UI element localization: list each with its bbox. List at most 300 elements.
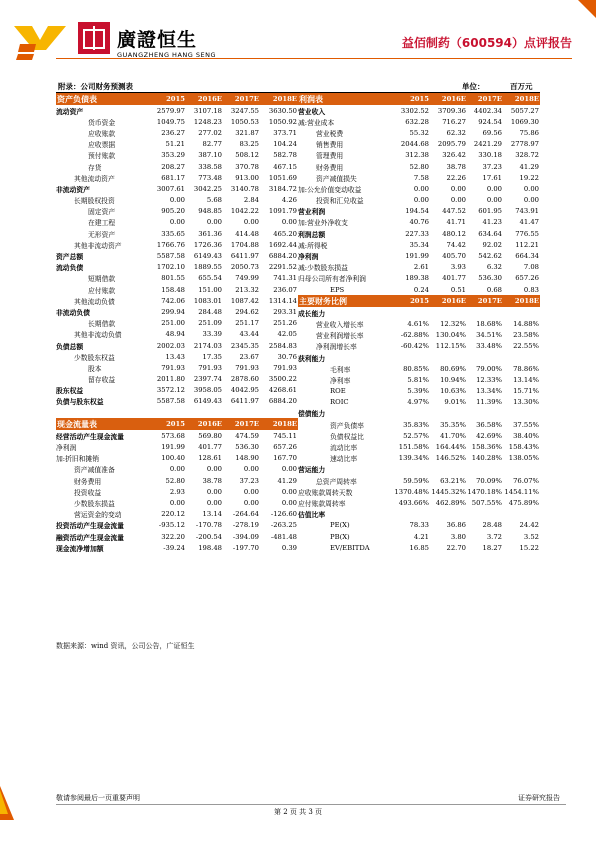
cell-value: -394.09 (232, 532, 259, 541)
cell-value: 1049.75 (156, 117, 185, 126)
cell-value: 2050.73 (230, 263, 259, 272)
seal-icon (78, 22, 110, 54)
row-label: 应收票据 (88, 141, 116, 150)
cell-value: 0.00 (206, 465, 222, 474)
cell-value: 12.33% (476, 375, 502, 384)
cell-value: 741.31 (273, 274, 297, 283)
cell-value: 10.94% (440, 375, 466, 384)
cell-value: 2.84 (243, 196, 259, 205)
cell-value: 0.51 (450, 285, 466, 294)
cell-value: 536.30 (478, 274, 502, 283)
cell-value: -278.19 (232, 521, 259, 530)
cell-value: 913.00 (235, 173, 259, 182)
cell-value: 138.05% (508, 454, 539, 463)
cell-value: 401.77 (198, 443, 222, 452)
cell-value: 35.83% (403, 420, 429, 429)
cell-value: 773.48 (198, 173, 222, 182)
cell-value: 0.00 (523, 196, 539, 205)
cell-value: 3007.61 (156, 184, 185, 193)
table-row (56, 273, 298, 284)
table-row (56, 497, 298, 508)
year-header: 2018E (272, 420, 297, 429)
cell-value: 5587.58 (156, 252, 185, 261)
cell-value: 3572.12 (156, 386, 185, 395)
cell-value: 743.91 (515, 207, 539, 216)
row-label: 减:营业成本 (298, 118, 335, 127)
cell-value: 0.00 (169, 498, 185, 507)
cell-value: 507.55% (471, 498, 502, 507)
row-label: 流动资产 (56, 107, 84, 116)
section-title: 资产负债表 (57, 93, 97, 104)
cell-value: 1445.32% (431, 487, 466, 496)
cell-value: 1248.23 (193, 117, 222, 126)
cell-value: 321.87 (235, 128, 259, 137)
cell-value: 13.14 (202, 510, 222, 519)
cell-value: 10.63% (440, 387, 466, 396)
table-row (56, 161, 298, 172)
cell-value: 100.40 (161, 454, 185, 463)
cell-value: 151.58% (398, 443, 429, 452)
cell-value: 2095.79 (437, 140, 466, 149)
row-label: 营业税费 (316, 129, 344, 138)
table-row (298, 497, 540, 508)
table-row (56, 407, 298, 418)
table-row (298, 105, 540, 116)
cell-value: 657.26 (273, 443, 297, 452)
cell-value: 151.00 (198, 285, 222, 294)
table-header-row (298, 295, 540, 307)
table-row (298, 262, 540, 273)
cell-value: 41.23 (482, 218, 502, 227)
row-label: 预付账款 (88, 152, 116, 161)
cell-value: 791.93 (198, 363, 222, 372)
cell-value: 5057.27 (510, 106, 539, 115)
cell-value: 16.85 (409, 543, 429, 552)
cell-value: 4402.34 (473, 106, 502, 115)
row-label: 销售费用 (316, 141, 344, 150)
unit-value: 百万元 (510, 82, 533, 91)
cell-value: 0.00 (281, 218, 297, 227)
year-header: 2018E (272, 95, 297, 103)
cell-value: 0.24 (413, 285, 429, 294)
row-label: 短期借款 (88, 275, 116, 284)
cell-value: 128.61 (198, 454, 222, 463)
cell-value: -62.88% (400, 331, 429, 340)
table-row (298, 183, 540, 194)
cell-value: 338.58 (198, 162, 222, 171)
table-row (298, 408, 540, 419)
cell-value: 2044.68 (400, 140, 429, 149)
company-logo-icon (14, 22, 66, 62)
cell-value: 1050.53 (230, 117, 259, 126)
cell-value: 23.67 (239, 352, 259, 361)
row-label: PB(X) (330, 532, 350, 541)
disclaimer-text: 敬请参阅最后一页重要声明 (56, 794, 140, 802)
table-row (56, 139, 298, 150)
cell-value: 467.15 (273, 162, 297, 171)
table-header-row (56, 93, 298, 105)
cell-value: 0.00 (281, 498, 297, 507)
table-row (298, 284, 540, 295)
table-row (56, 195, 298, 206)
cell-value: 5.68 (206, 196, 222, 205)
cell-value: 1314.14 (268, 296, 297, 305)
cell-value: 34.51% (476, 331, 502, 340)
table-row (56, 509, 298, 520)
cell-value: 41.29 (277, 476, 297, 485)
table-row (298, 250, 540, 261)
cell-value: 158.43% (508, 443, 539, 452)
year-header: 2015 (166, 95, 185, 103)
cell-value: 3630.50 (268, 106, 297, 115)
table-row (56, 295, 298, 306)
cell-value: 40.76 (409, 218, 429, 227)
section-title: 利润表 (299, 93, 323, 104)
cell-value: 508.12 (235, 151, 259, 160)
row-label: 减:所得税 (298, 241, 328, 250)
row-label: 非流动资产 (56, 185, 90, 194)
cell-value: 465.20 (273, 229, 297, 238)
cell-value: 18.27 (482, 543, 502, 552)
row-label: 投资收益 (74, 488, 102, 497)
row-label: 少数股东损益 (74, 499, 115, 508)
cell-value: 104.24 (273, 140, 297, 149)
cell-value: 2002.03 (156, 341, 185, 350)
cell-value: 79.00% (476, 364, 502, 373)
cell-value: 0.83 (523, 285, 539, 294)
cell-value: 2.93 (169, 487, 185, 496)
table-row (298, 397, 540, 408)
cell-value: -481.48 (270, 532, 297, 541)
table-row (298, 307, 540, 318)
table-row (56, 284, 298, 295)
cell-value: 3.72 (486, 532, 502, 541)
table-row (298, 318, 540, 329)
cell-value: 76.07% (513, 476, 539, 485)
cell-value: 655.54 (198, 274, 222, 283)
row-label: 净利润增长率 (316, 343, 357, 352)
cell-value: 75.86 (519, 128, 539, 137)
cell-value: 213.32 (235, 285, 259, 294)
year-header: 2016E (441, 95, 466, 103)
cell-value: 0.00 (206, 498, 222, 507)
cell-value: 0.00 (169, 196, 185, 205)
row-label: 长期股权投资 (74, 197, 115, 206)
cell-value: 13.14% (513, 375, 539, 384)
cell-value: 38.78 (202, 476, 222, 485)
cell-value: 2174.03 (193, 341, 222, 350)
table-row (298, 486, 540, 497)
cell-value: 15.71% (513, 387, 539, 396)
row-label: 资产负债率 (330, 421, 364, 430)
table-header-row (56, 418, 298, 430)
sheet-title: 附录：公司财务预测表 (58, 82, 133, 91)
cell-value: 2011.80 (156, 375, 185, 384)
table-row (298, 116, 540, 127)
table-row (298, 161, 540, 172)
cell-value: 14.88% (513, 319, 539, 328)
cell-value: -200.54 (195, 532, 222, 541)
cell-value: 0.00 (169, 218, 185, 227)
cell-value: 2.61 (413, 263, 429, 272)
table-row (56, 306, 298, 317)
cell-value: 19.22 (519, 173, 539, 182)
cell-value: 536.30 (235, 443, 259, 452)
table-row (56, 464, 298, 475)
cell-value: 0.00 (243, 498, 259, 507)
table-row (56, 542, 298, 553)
cell-value: 480.12 (442, 229, 466, 238)
cell-value: 17.35 (202, 352, 222, 361)
row-label: 估值比率 (298, 511, 326, 520)
table-row (56, 531, 298, 542)
cell-value: 69.56 (482, 128, 502, 137)
cell-value: 0.00 (450, 184, 466, 193)
row-label: EV/EBITDA (330, 543, 370, 552)
cell-value: 41.47 (519, 218, 539, 227)
cell-value: 92.02 (482, 240, 502, 249)
cell-value: 0.00 (413, 184, 429, 193)
row-label: 财务费用 (74, 477, 102, 486)
cell-value: 42.69% (476, 431, 502, 440)
cell-value: 6149.43 (193, 252, 222, 261)
row-label: 其他流动资产 (74, 174, 115, 183)
cell-value: 5.39% (407, 387, 429, 396)
cell-value: 312.38 (405, 151, 429, 160)
cell-value: 251.17 (235, 319, 259, 328)
cell-value: 2421.29 (473, 140, 502, 149)
cell-value: 251.00 (161, 319, 185, 328)
cell-value: 474.59 (235, 431, 259, 440)
cell-value: 2584.83 (268, 341, 297, 350)
year-header: 2015 (410, 297, 429, 306)
cell-value: 1692.44 (268, 240, 297, 249)
year-header: 2017E (234, 420, 259, 429)
cell-value: 80.85% (403, 364, 429, 373)
row-label: EPS (330, 285, 345, 294)
cell-value: 716.27 (442, 117, 466, 126)
row-label: 获利能力 (298, 354, 326, 363)
row-label: 投资和汇兑收益 (316, 197, 364, 206)
table-row (56, 441, 298, 452)
cell-value: 15.22 (519, 543, 539, 552)
cell-value: 59.59% (403, 476, 429, 485)
cell-value: 9.01% (444, 398, 466, 407)
table-row (298, 206, 540, 217)
cell-value: 83.25 (239, 140, 259, 149)
sheet-title-row (56, 80, 540, 93)
row-label: 应付账款 (88, 286, 116, 295)
row-label: 应收账款 (88, 129, 116, 138)
cell-value: 0.00 (450, 196, 466, 205)
table-row (56, 105, 298, 116)
cell-value: 801.55 (161, 274, 185, 283)
table-row (56, 150, 298, 161)
cell-value: 42.05 (277, 330, 297, 339)
cell-value: 11.39% (476, 398, 502, 407)
table-row (298, 464, 540, 475)
row-label: 留存收益 (88, 376, 116, 385)
row-label: 负债与股东权益 (56, 398, 104, 407)
row-label: 应付账款周转率 (298, 499, 346, 508)
cell-value: 4.21 (413, 532, 429, 541)
cell-value: 2397.74 (193, 375, 222, 384)
row-label: 经营活动产生现金流量 (56, 432, 124, 441)
table-row (298, 374, 540, 385)
row-label: 其他流动负债 (74, 297, 115, 306)
header-divider (56, 58, 572, 59)
cell-value: 0.00 (243, 487, 259, 496)
row-label: 长期借款 (88, 320, 116, 329)
cell-value: 299.94 (161, 307, 185, 316)
row-label: 成长能力 (298, 309, 326, 318)
cell-value: 542.62 (478, 252, 502, 261)
cell-value: 112.15% (435, 342, 466, 351)
cell-value: 742.06 (161, 296, 185, 305)
row-label: 存货 (88, 163, 102, 172)
row-label: 营运能力 (298, 466, 326, 475)
page-number: 第 2 页 共 3 页 (273, 808, 323, 816)
row-label: 流动比率 (330, 444, 358, 453)
row-label: 净利润 (56, 444, 77, 453)
cell-value: 294.62 (235, 307, 259, 316)
row-label: 在建工程 (88, 219, 116, 228)
row-label: 营运资金的变动 (74, 511, 122, 520)
cell-value: 326.42 (442, 151, 466, 160)
cell-value: 361.36 (198, 229, 222, 238)
row-label: ROIC (330, 398, 349, 407)
cell-value: 664.34 (515, 252, 539, 261)
cell-value: 80.69% (440, 364, 466, 373)
row-label: 其他非流动负债 (74, 331, 122, 340)
cell-value: 6149.43 (193, 397, 222, 406)
row-label: 少数股东权益 (74, 353, 115, 362)
cell-value: 924.54 (478, 117, 502, 126)
report-type: 证券研究报告 (518, 794, 560, 802)
brand-name: 廣證恒生 (117, 29, 198, 51)
cell-value: 3302.52 (400, 106, 429, 115)
cell-value: 130.04% (435, 331, 466, 340)
year-header: 2016E (441, 297, 466, 306)
cell-value: 22.70 (446, 543, 466, 552)
year-header: 2018E (514, 297, 539, 306)
table-row (56, 385, 298, 396)
row-label: 投资活动产生现金流量 (56, 522, 124, 531)
cell-value: 3.52 (523, 532, 539, 541)
table-row (298, 195, 540, 206)
cell-value: 167.70 (273, 454, 297, 463)
cell-value: 148.90 (235, 454, 259, 463)
cell-value: 30.76 (277, 352, 297, 361)
cell-value: 33.39 (202, 330, 222, 339)
cell-value: -39.24 (163, 543, 185, 552)
cell-value: 2345.35 (230, 341, 259, 350)
cell-value: 4042.95 (230, 386, 259, 395)
cell-value: 776.55 (515, 229, 539, 238)
year-header: 2015 (166, 420, 185, 429)
report-title: 益佰制药（600594）点评报告 (401, 36, 572, 50)
cell-value: 191.99 (405, 252, 429, 261)
table-row (298, 217, 540, 228)
cell-value: 0.00 (206, 218, 222, 227)
row-label: 财务费用 (316, 163, 344, 172)
cell-value: 6.32 (486, 263, 502, 272)
row-label: 股本 (88, 364, 102, 373)
cell-value: 70.09% (476, 476, 502, 485)
cell-value: 158.48 (161, 285, 185, 294)
row-label: 股东权益 (56, 387, 84, 396)
cell-value: 112.21 (515, 240, 539, 249)
cell-value: 462.89% (435, 498, 466, 507)
cell-value: 52.80 (165, 476, 185, 485)
table-row (298, 341, 540, 352)
cell-value: 41.70% (440, 431, 466, 440)
year-header: 2016E (197, 420, 222, 429)
cell-value: 3247.55 (230, 106, 259, 115)
cell-value: 22.26 (446, 173, 466, 182)
cell-value: 13.34% (476, 387, 502, 396)
row-label: 无形资产 (88, 230, 116, 239)
cell-value: 3140.78 (230, 184, 259, 193)
row-label: 营业收入 (298, 107, 326, 116)
cell-value: 37.55% (513, 420, 539, 429)
cell-value: 35.34 (409, 240, 429, 249)
cell-value: 0.00 (281, 465, 297, 474)
cell-value: 5.81% (407, 375, 429, 384)
cell-value: 13.43 (165, 352, 185, 361)
cell-value: 353.29 (161, 151, 185, 160)
cell-value: 573.68 (161, 431, 185, 440)
cell-value: 33.48% (476, 342, 502, 351)
table-row (56, 520, 298, 531)
cell-value: 55.32 (409, 128, 429, 137)
table-row (298, 239, 540, 250)
row-label: 管理费用 (316, 152, 344, 161)
cell-value: 52.57% (403, 431, 429, 440)
cell-value: 38.78 (446, 162, 466, 171)
cell-value: 657.26 (515, 274, 539, 283)
table-row (298, 139, 540, 150)
cell-value: 0.00 (206, 487, 222, 496)
cell-value: 1470.18% (467, 487, 502, 496)
cell-value: 569.80 (198, 431, 222, 440)
row-label: 加:营业外净收支 (298, 219, 348, 228)
cell-value: 194.54 (405, 207, 429, 216)
table-row (298, 386, 540, 397)
cell-value: 22.55% (513, 342, 539, 351)
cell-value: 2778.97 (510, 140, 539, 149)
table-row (56, 206, 298, 217)
row-label: 减:少数股东损益 (298, 264, 348, 273)
table-row (56, 453, 298, 464)
cell-value: -197.70 (232, 543, 259, 552)
cell-value: 3107.18 (193, 106, 222, 115)
cell-value: 78.33 (409, 521, 429, 530)
cell-value: -126.60 (270, 510, 297, 519)
cell-value: 293.31 (273, 307, 297, 316)
cell-value: 63.21% (440, 476, 466, 485)
table-row (298, 453, 540, 464)
data-source-note: 数据来源：wind 资讯，公司公告，广证恒生 (56, 642, 195, 650)
table-row (298, 475, 540, 486)
cell-value: 28.48 (482, 521, 502, 530)
table-row (56, 396, 298, 407)
cell-value: 401.77 (442, 274, 466, 283)
financial-forecast-sheet (56, 80, 540, 553)
table-row (56, 250, 298, 261)
row-label: 净利润 (298, 253, 319, 262)
table-row (56, 228, 298, 239)
